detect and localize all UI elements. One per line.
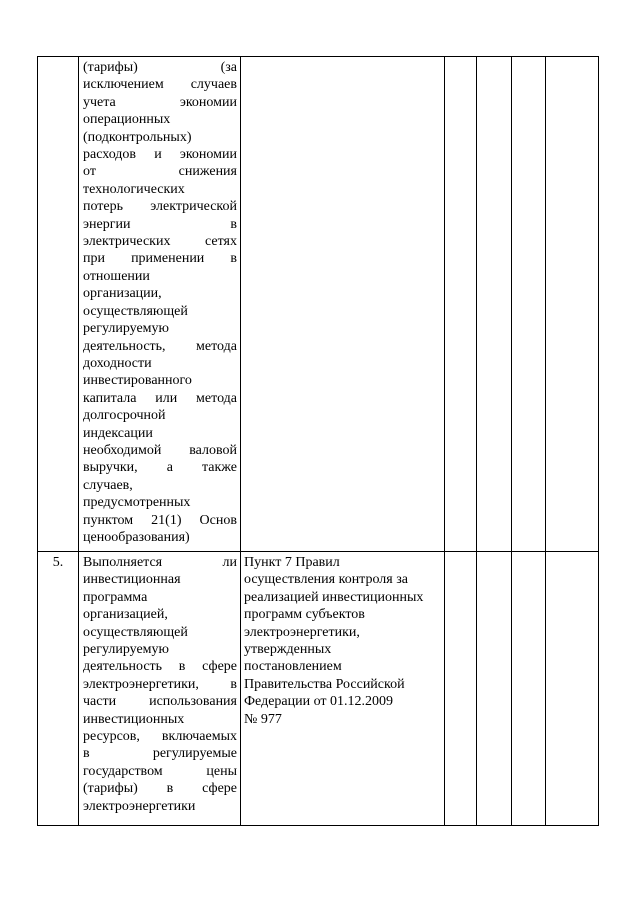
question-line: ценообразования)	[83, 529, 190, 545]
question-line: случаев,	[83, 477, 133, 493]
question-line: отношении	[83, 268, 150, 284]
answer-na-cell	[512, 552, 546, 826]
question-line: части использования	[83, 694, 237, 710]
answer-na-cell	[512, 57, 546, 552]
question-line: при применении в	[83, 251, 237, 267]
reference-line: реализацией инвестиционных	[244, 589, 424, 605]
table-row	[38, 552, 599, 826]
question-line: индексации	[83, 425, 153, 441]
question-line: технологических	[83, 181, 185, 197]
question-cell	[79, 57, 241, 552]
question-line: организацией,	[83, 607, 168, 623]
question-cell	[79, 552, 241, 826]
question-line: пунктом 21(1) Основ	[83, 512, 237, 528]
question-line: операционных	[83, 112, 171, 128]
question-line: энергии в	[83, 216, 237, 232]
question-line: долгосрочной	[83, 408, 166, 424]
question-line: ресурсов, включаемых	[83, 729, 237, 745]
question-line: Выполняется ли	[83, 555, 237, 570]
reference-line: Правительства Российской	[244, 676, 405, 692]
answer-no-cell	[477, 57, 512, 552]
question-line: необходимой валовой	[83, 442, 237, 458]
question-line: капитала или метода	[83, 390, 237, 406]
question-line: организации,	[83, 286, 162, 302]
question-line: деятельность в сфере	[83, 659, 237, 675]
question-line: выручки, а также	[83, 460, 237, 476]
answer-yes-cell	[445, 57, 477, 552]
reference-line: Федерации от 01.12.2009	[244, 694, 394, 710]
checklist-table	[37, 56, 599, 826]
question-line: предусмотренных	[83, 495, 191, 511]
reference-line: Пункт 7 Правил	[244, 555, 340, 570]
row-number: 5.	[38, 552, 79, 826]
question-line: электрических сетях	[83, 234, 237, 250]
reference-line: утвержденных	[244, 642, 332, 658]
question-line: государством цены	[83, 763, 237, 779]
question-line: учета экономии	[83, 94, 237, 110]
question-line: инвестированного	[83, 373, 192, 389]
question-line: (тарифы) в сфере	[83, 781, 237, 797]
question-line: электроэнергетики, в	[83, 676, 237, 692]
reference-cell	[241, 552, 445, 826]
question-line: электроэнергетики	[83, 798, 196, 814]
question-line: исключением случаев	[83, 77, 237, 93]
question-line: регулируемую	[83, 642, 169, 658]
reference-line: № 977	[244, 711, 282, 727]
reference-line: осуществления контроля за	[244, 572, 408, 588]
question-line: деятельность, метода	[83, 338, 237, 354]
note-cell	[546, 552, 599, 826]
question-line: осуществляющей	[83, 624, 188, 640]
reference-line: постановлением	[244, 659, 342, 675]
reference-line: программ субъектов	[244, 607, 365, 623]
question-line: (тарифы) (за	[83, 60, 237, 75]
question-line: (подконтрольных)	[83, 129, 192, 145]
question-line: расходов и экономии	[83, 147, 237, 163]
question-line: доходности	[83, 355, 152, 371]
table-row	[38, 57, 599, 552]
question-line: инвестиционных	[83, 711, 185, 727]
question-line: инвестиционная	[83, 572, 181, 588]
question-line: регулируемую	[83, 321, 169, 337]
question-line: программа	[83, 589, 148, 605]
question-line: в регулируемые	[83, 746, 237, 762]
reference-line: электроэнергетики,	[244, 624, 360, 640]
question-line: потерь электрической	[83, 199, 237, 215]
answer-no-cell	[477, 552, 512, 826]
note-cell	[546, 57, 599, 552]
question-line: осуществляющей	[83, 303, 188, 319]
reference-cell	[241, 57, 445, 552]
row-number	[38, 57, 79, 552]
answer-yes-cell	[445, 552, 477, 826]
question-line: от снижения	[83, 164, 237, 180]
